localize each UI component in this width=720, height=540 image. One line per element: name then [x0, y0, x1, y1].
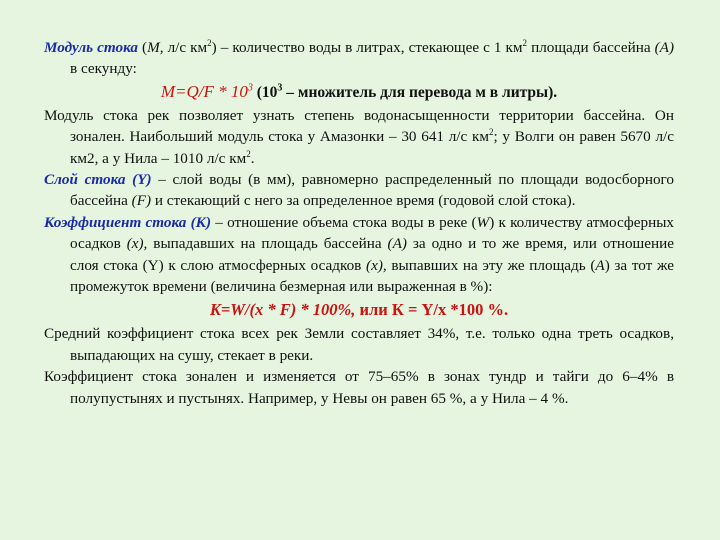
superscript: 2 — [207, 37, 212, 48]
slide-content — [44, 37, 674, 409]
symbol-w: W — [476, 213, 490, 231]
superscript: 2 — [522, 37, 528, 48]
formula-expression: M=Q/F * 10 — [160, 81, 248, 101]
superscript: 3 — [277, 82, 283, 94]
runoff-layer-paragraph — [44, 169, 674, 212]
formula-expression: K=W/(x * F) * 100%, — [209, 300, 356, 320]
average-coefficient-paragraph: Средний коэффициент стока всех рек Земли составляет 34%, т.е. только одна треть осадков, выпадающих на сушу, стекает в реки. — [44, 325, 674, 364]
text-fragment: – отношение объема стока воды в реке ( — [211, 213, 477, 231]
formula-note: – множитель для перевода м в литры). — [282, 83, 558, 101]
text-fragment: – слой воды (в мм), равномерно распределенный по площади водосборного бассейна — [70, 171, 675, 210]
text-fragment: за одно и то же время, или отношение слоя стока (Y) к слою атмосферных осадков — [70, 235, 674, 274]
text-fragment: ) к количеству атмосферных осадков — [70, 213, 674, 253]
superscript: 2 — [488, 127, 494, 138]
symbol-m: M, — [147, 39, 164, 56]
symbol-x: (х), — [366, 256, 387, 274]
runoff-modulus-explanation — [44, 105, 674, 169]
symbol-a: (А) — [387, 235, 407, 253]
text-fragment: ) за тот же промежуток времени (величина безмерная или выраженная в %): — [70, 256, 675, 296]
formula-alternative: или К = Y/х *100 %. — [355, 300, 509, 320]
text-fragment: Модуль стока рек позволяет узнать степень водонасыщенности территории бассейна. Он зонален. Наибольший модуль стока у Амазонки – 30 641 л/с км — [44, 106, 674, 146]
text-fragment: ; у Волги он равен 5670 л/с км2, а у Нила – 1010 л/с км — [70, 128, 674, 167]
text-fragment: ( — [137, 39, 148, 56]
runoff-coefficient-paragraph — [44, 212, 674, 298]
superscript: 3 — [247, 82, 253, 94]
symbol-a: А — [595, 256, 605, 274]
runoff-modulus-formula — [44, 80, 674, 105]
runoff-coefficient-formula — [44, 298, 674, 323]
text-fragment: в секунду: — [70, 60, 137, 78]
text-fragment: л/с км — [163, 39, 208, 56]
symbol-a: (A) — [654, 39, 675, 56]
text-fragment: . — [250, 149, 255, 167]
symbol-x: (х), — [126, 235, 148, 253]
text-fragment: площади бассейна — [527, 39, 655, 56]
superscript: 2 — [246, 148, 251, 159]
text-fragment: выпавших на эту же площадь ( — [386, 256, 596, 274]
symbol-f: (F) — [131, 192, 152, 210]
formula-note: (10 — [252, 83, 278, 101]
runoff-coefficient-term: Коэффициент стока (К) — [44, 213, 212, 231]
runoff-modulus-term: Модуль стока — [44, 39, 138, 56]
text-fragment: выпадавших на площадь бассейна — [147, 235, 388, 253]
runoff-layer-term: Слой стока (Y) — [44, 171, 152, 189]
zonal-coefficient-paragraph: Коэффициент стока зонален и изменяется от 75–65% в зонах тундр и тайги до 6–4% в полупустынях и пустынях. Например, у Невы он равен 65 %, а у Нила – 4 %. — [44, 368, 674, 407]
runoff-modulus-paragraph — [44, 37, 674, 80]
text-fragment: ) – количество воды в литрах, стекающее с 1 км — [211, 39, 523, 56]
text-fragment: и стекающий с него за определенное время (годовой слой стока). — [151, 192, 576, 210]
